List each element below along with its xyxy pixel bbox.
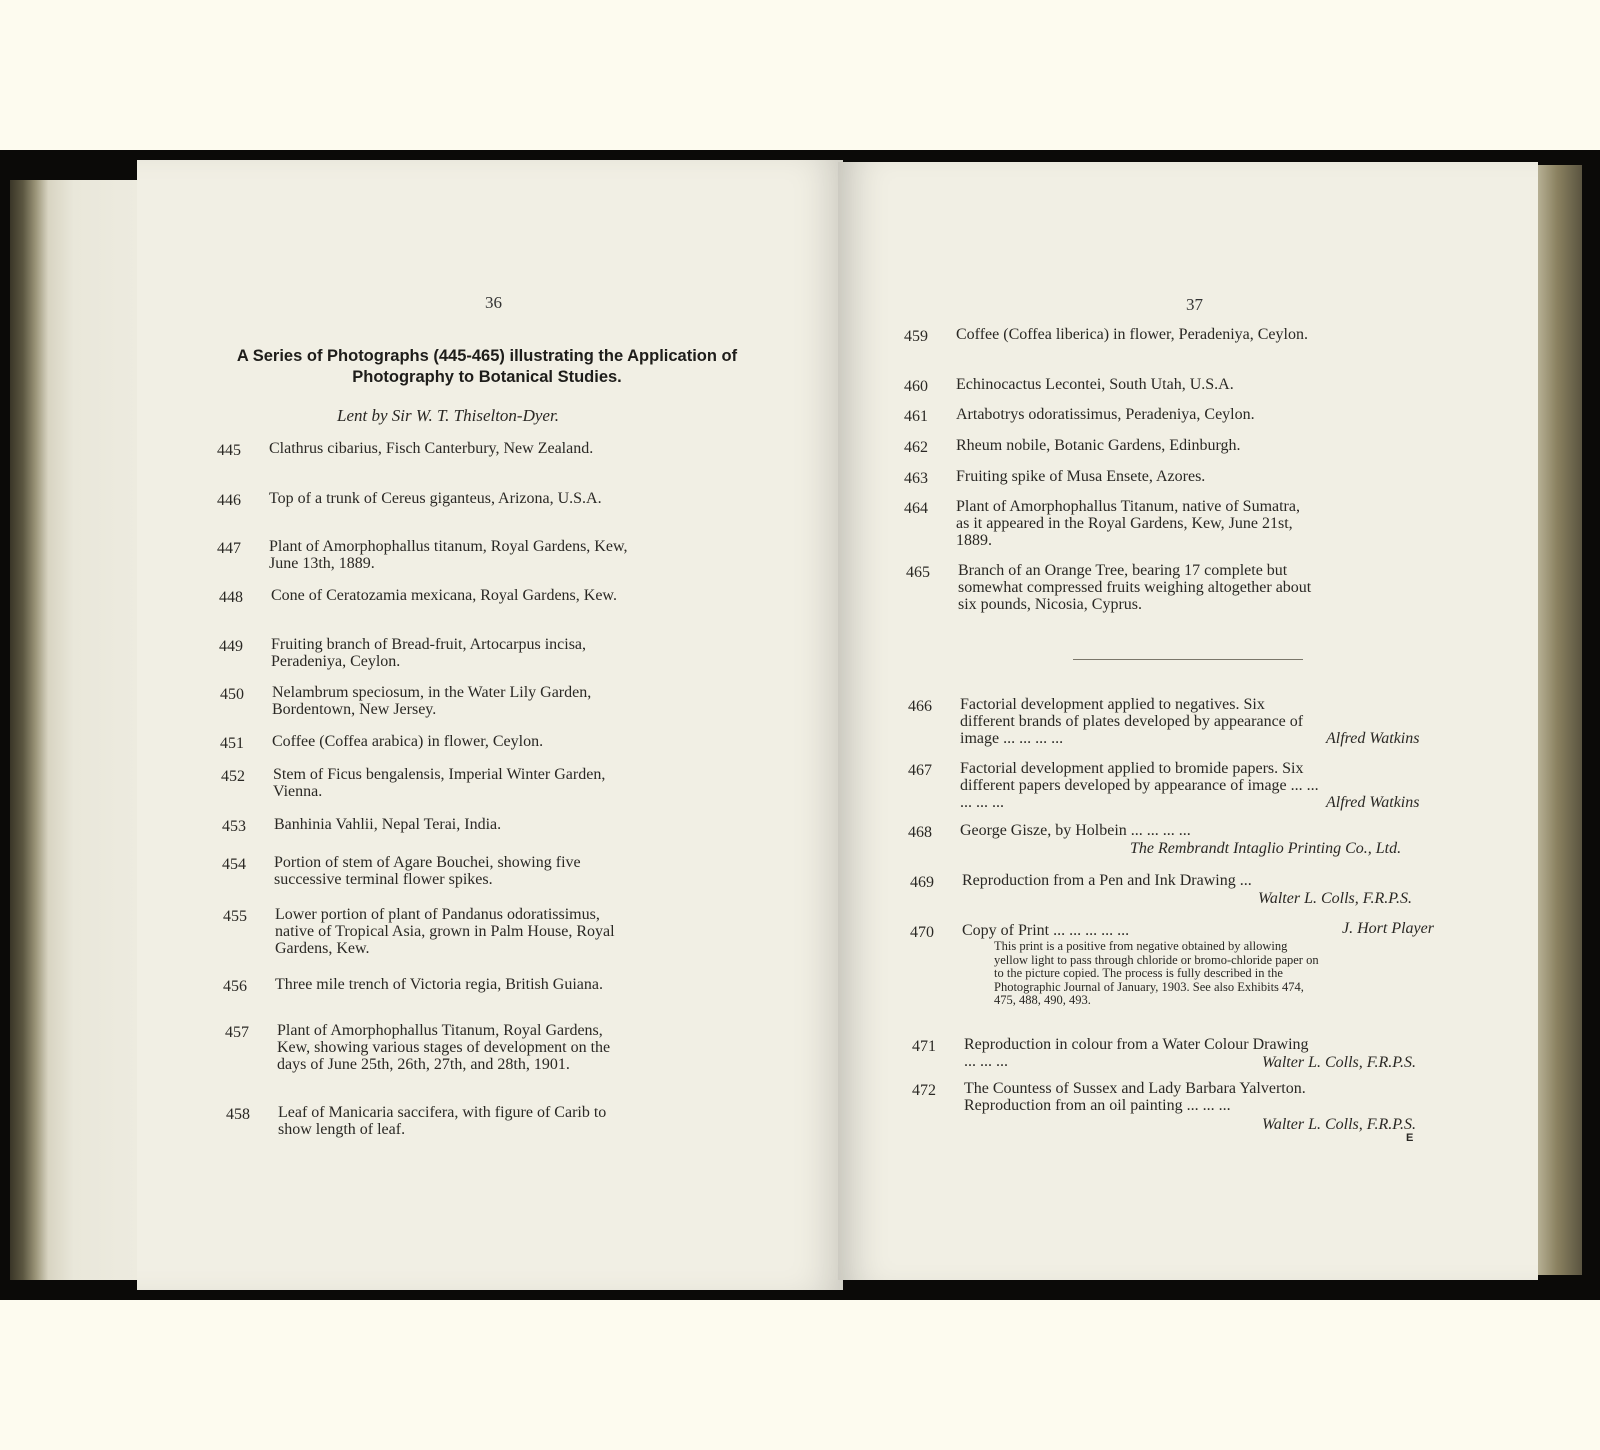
item-text: Factorial development applied to bromide papers. Six different papers developed by appearance of image ... ... ... ... ...: [960, 760, 1319, 811]
item-number: 462: [904, 439, 928, 456]
item-text: Fruiting spike of Musa Ensete, Azores.: [956, 468, 1206, 485]
item-number: 447: [217, 540, 241, 557]
item-text: Echinocactus Lecontei, South Utah, U.S.A.: [956, 376, 1234, 393]
item-number: 463: [904, 470, 928, 487]
item-credit: Walter L. Colls, F.R.P.S.: [1262, 1116, 1416, 1133]
item-text: Reproduction from a Pen and Ink Drawing ...: [962, 872, 1252, 889]
item-number: 469: [910, 874, 934, 891]
item-number: 465: [906, 564, 930, 581]
item-number: 468: [908, 824, 932, 841]
lent-by-line: Lent by Sir W. T. Thiselton-Dyer.: [337, 406, 559, 425]
item-text: Three mile trench of Victoria regia, British Guiana.: [275, 976, 603, 993]
item-text: Cone of Ceratozamia mexicana, Royal Gardens, Kew.: [271, 587, 617, 604]
item-text: Reproduction in colour from a Water Colour Drawing ... ... ...: [964, 1036, 1309, 1070]
item-number: 464: [904, 500, 928, 517]
right-page: [838, 162, 1538, 1280]
item-number: 451: [220, 735, 244, 752]
item-text: Banhinia Vahlii, Nepal Terai, India.: [274, 816, 502, 833]
item-number: 445: [217, 442, 241, 459]
item-credit: Alfred Watkins: [1326, 794, 1420, 811]
item-text: Artabotrys odoratissimus, Peradeniya, Ceylon.: [956, 406, 1255, 423]
item-number: 456: [223, 978, 247, 995]
item-number: 446: [217, 492, 241, 509]
item-number: 457: [225, 1024, 249, 1041]
item-text: Clathrus cibarius, Fisch Canterbury, New Zealand.: [269, 440, 594, 457]
item-number: 455: [223, 908, 247, 925]
item-credit: The Rembrandt Intaglio Printing Co., Ltd.: [1130, 840, 1402, 857]
item-number: 452: [221, 768, 245, 785]
book-spread: [0, 150, 1600, 1300]
item-number: 454: [222, 856, 246, 873]
item-number: 466: [908, 698, 932, 715]
item-text: Portion of stem of Agare Bouchei, showing five successive terminal flower spikes.: [274, 854, 581, 888]
item-text: Plant of Amorphophallus Titanum, native of Sumatra, as it appeared in the Royal Gardens, Kew, June 21st, 1889.: [956, 498, 1300, 549]
item-number: 459: [904, 328, 928, 345]
item-number: 450: [220, 686, 244, 703]
item-number: 461: [904, 408, 928, 425]
item-text: The Countess of Sussex and Lady Barbara Yalverton. Reproduction from an oil painting ... ... ...: [964, 1080, 1306, 1114]
item-text: Copy of Print ... ... ... ... ...: [962, 922, 1130, 939]
item-number: 449: [219, 638, 243, 655]
page-number: 36: [485, 293, 502, 312]
item-text: Fruiting branch of Bread-fruit, Artocarpus incisa, Peradeniya, Ceylon.: [271, 636, 587, 670]
signature-mark: E: [1406, 1132, 1414, 1144]
item-text: Plant of Amorphophallus Titanum, Royal Gardens, Kew, showing various stages of development on the days of June 25th, 26th, 27th, and 28th, 1901.: [277, 1022, 611, 1073]
item-credit: J. Hort Player: [1342, 920, 1434, 937]
item-credit: Alfred Watkins: [1326, 730, 1420, 747]
item-credit: Walter L. Colls, F.R.P.S.: [1262, 1054, 1416, 1071]
page-number: 37: [1186, 295, 1203, 314]
item-number: 471: [912, 1038, 936, 1055]
item-text: George Gisze, by Holbein ... ... ... ...: [960, 822, 1191, 839]
item-number: 467: [908, 762, 932, 779]
section-heading: A Series of Photographs (445-465) illustrating the Application of Photography to Botanical Studies.: [236, 347, 738, 386]
item-number: 448: [219, 589, 243, 606]
item-text: Coffee (Coffea arabica) in flower, Ceylon.: [272, 733, 544, 750]
item-text: Rheum nobile, Botanic Gardens, Edinburgh.: [956, 437, 1241, 454]
item-text: Nelambrum speciosum, in the Water Lily Garden, Bordentown, New Jersey.: [272, 684, 592, 718]
item-note: This print is a positive from negative obtained by allowing yellow light to pass through chloride or bromo-chloride paper on to the picture copied. The process is fully described in the Photographic Journal of January, 1903. See also Exhibits 474, 475, 488, 490, 493.: [994, 939, 1319, 1007]
item-text: Leaf of Manicaria saccifera, with figure of Carib to show length of leaf.: [278, 1104, 607, 1138]
item-text: Top of a trunk of Cereus giganteus, Arizona, U.S.A.: [269, 490, 602, 507]
section-divider: [1073, 659, 1303, 660]
item-text: Stem of Ficus bengalensis, Imperial Winter Garden, Vienna.: [273, 766, 606, 800]
item-number: 458: [226, 1106, 250, 1123]
item-credit: Walter L. Colls, F.R.P.S.: [1258, 890, 1412, 907]
item-text: Lower portion of plant of Pandanus odoratissimus, native of Tropical Asia, grown in Palm House, Royal Gardens, Kew.: [275, 906, 615, 957]
item-number: 472: [912, 1082, 936, 1099]
item-text: Plant of Amorphophallus titanum, Royal Gardens, Kew, June 13th, 1889.: [269, 538, 628, 572]
item-text: Branch of an Orange Tree, bearing 17 complete but somewhat compressed fruits weighing altogether about six pounds, Nicosia, Cyprus.: [958, 562, 1312, 613]
item-text: Coffee (Coffea liberica) in flower, Peradeniya, Ceylon.: [956, 326, 1308, 343]
item-number: 460: [904, 378, 928, 395]
item-number: 470: [910, 924, 934, 941]
item-text: Factorial development applied to negatives. Six different brands of plates developed by appearance of image ... ... ... ...: [960, 696, 1304, 747]
left-page: [137, 160, 843, 1290]
item-number: 453: [222, 818, 246, 835]
